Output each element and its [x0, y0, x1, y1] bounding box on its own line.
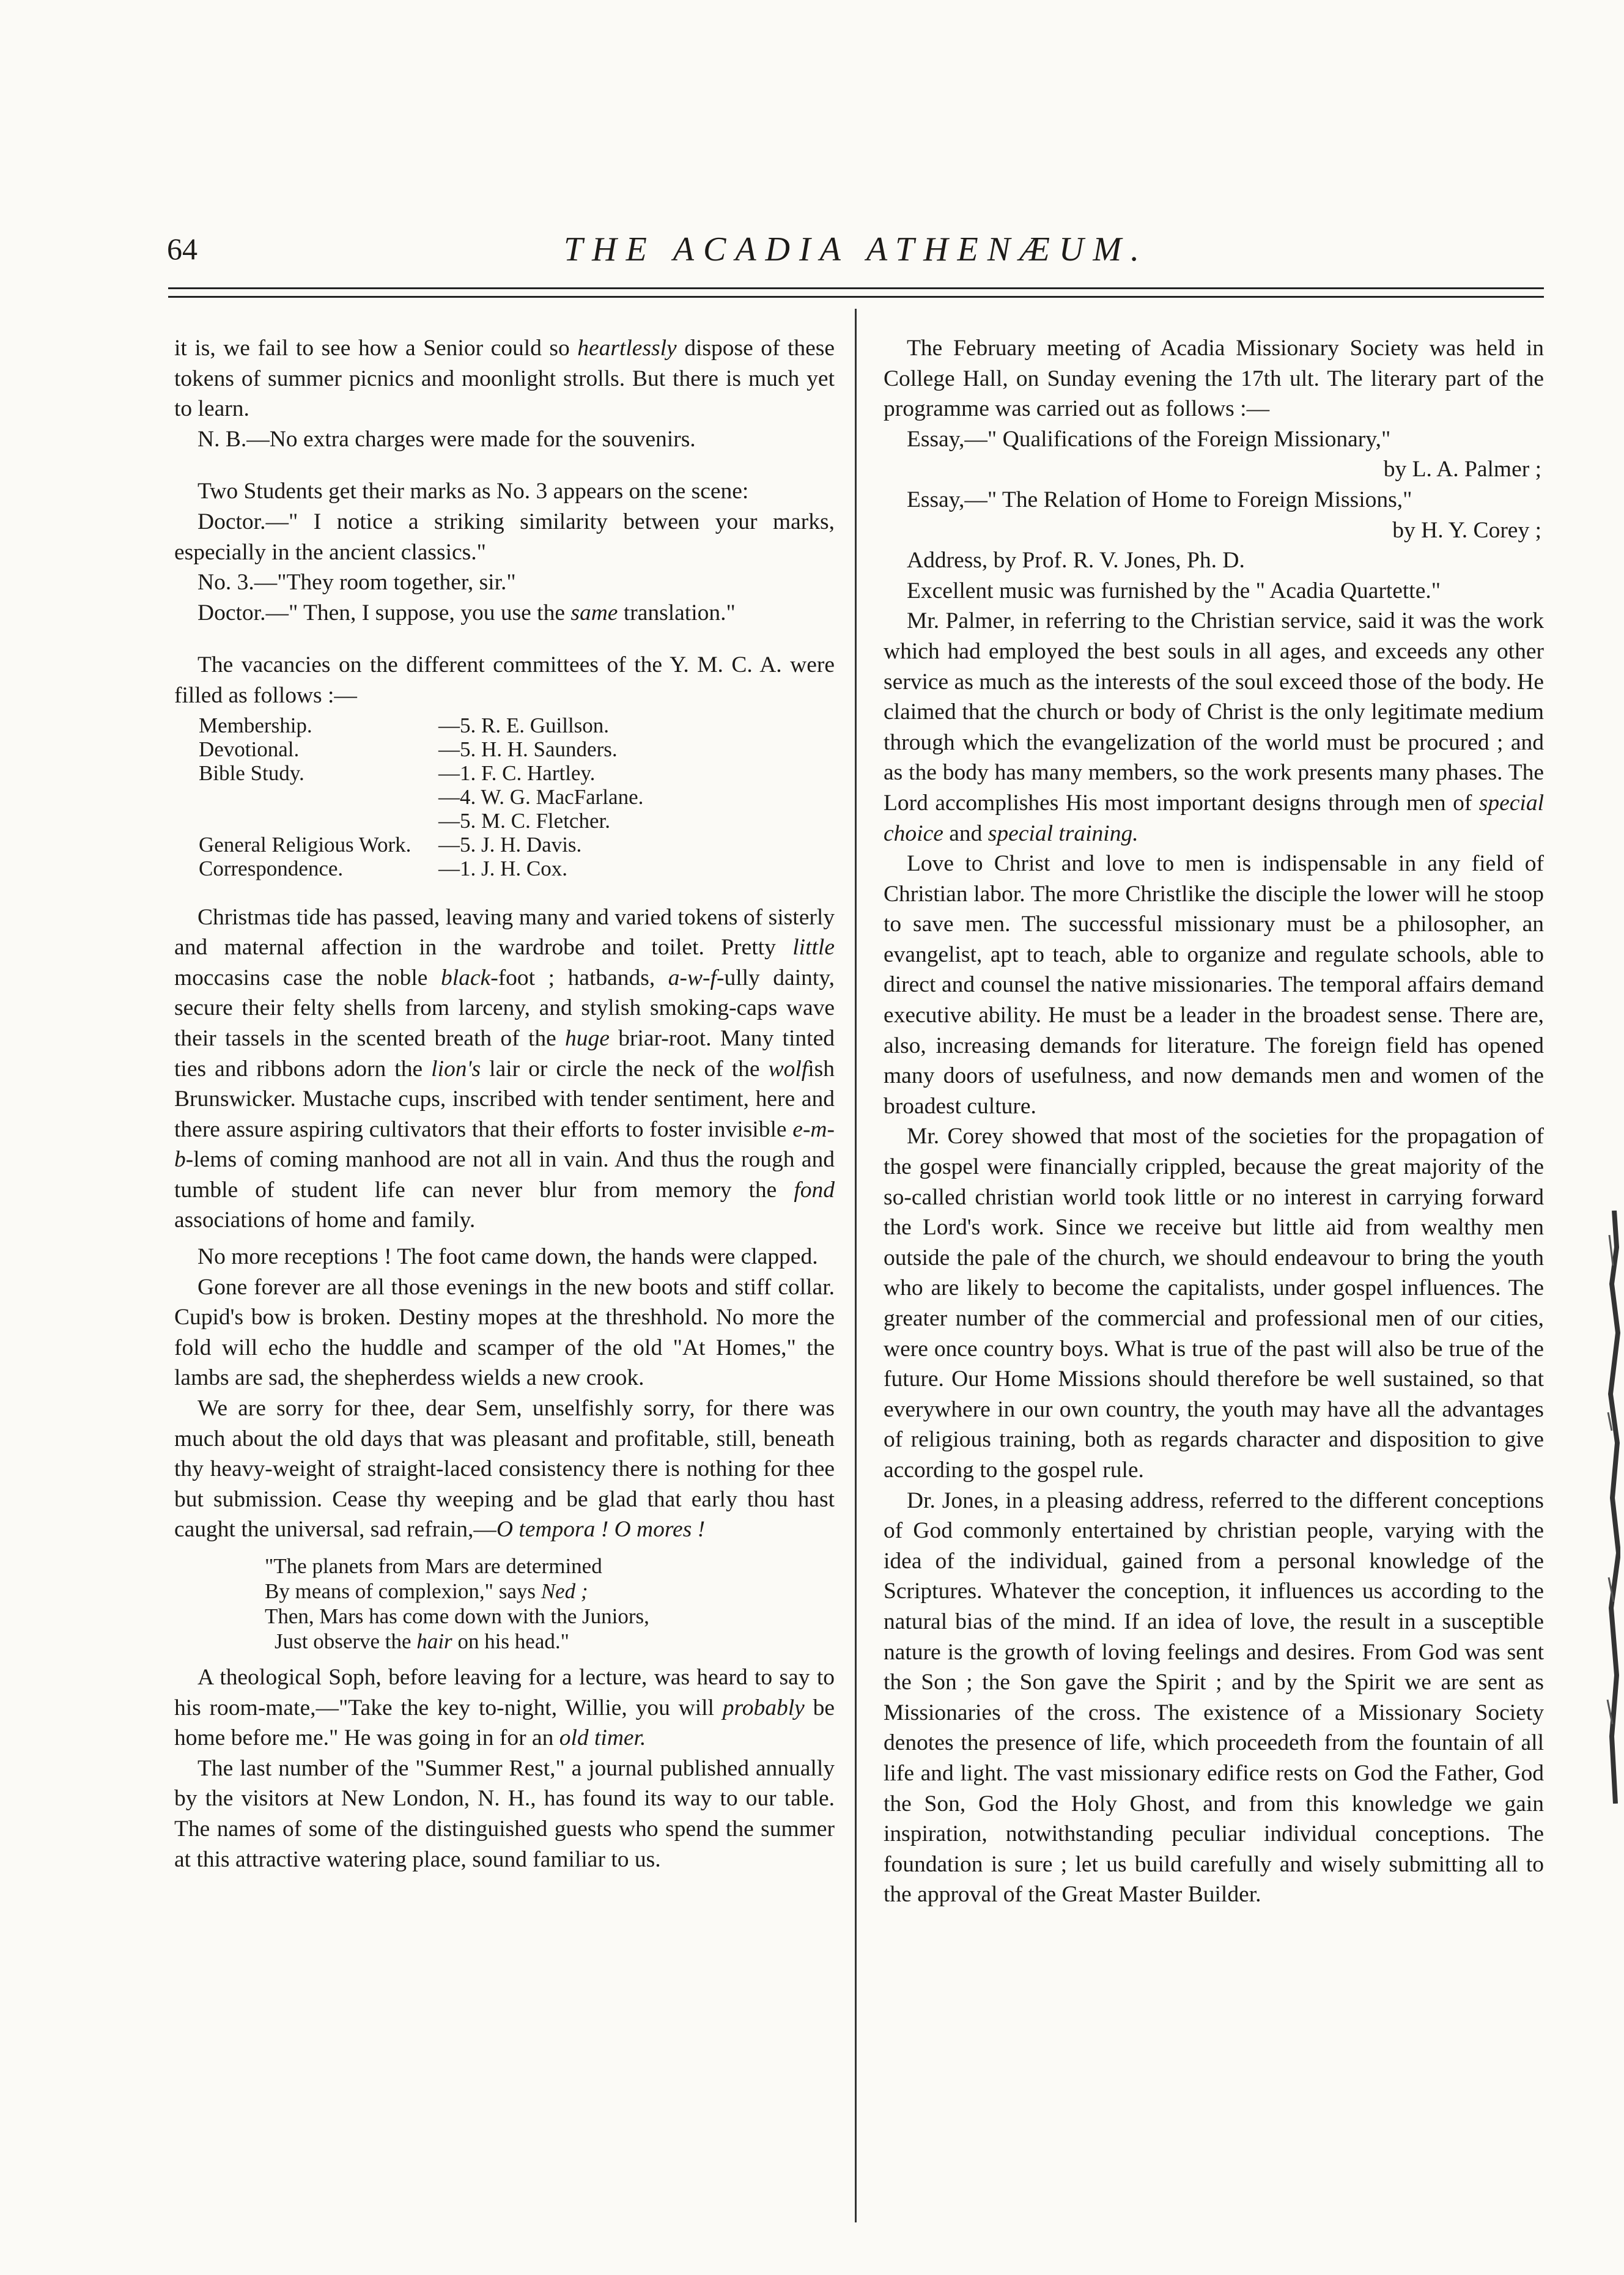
- committee-name: Bible Study.: [199, 761, 304, 785]
- italic-text: wolf: [768, 1056, 808, 1082]
- italic-text: Ned ;: [541, 1579, 588, 1603]
- committee-name: [199, 809, 438, 833]
- committee-row: [199, 785, 643, 809]
- paragraph: The February meeting of Acadia Missionary Society was held in College Hall, on Sunday evening the 17th ult. The literary part of the programme was carried out as follows :—: [884, 336, 1544, 422]
- header-rule-bottom: [168, 296, 1544, 298]
- committee-row: [199, 857, 643, 880]
- italic-text: a-w-f: [668, 965, 717, 990]
- committee-name: [199, 785, 438, 809]
- poem-line: By means of complexion," says Ned ;: [265, 1579, 588, 1603]
- italic-text: fond: [794, 1177, 835, 1203]
- committee-name: Correspondence.: [199, 856, 344, 880]
- paragraph: The last number of the "Summer Rest," a journal published annually by the visitors at New London, N. H., has found its way to our table. The names of some of the distinguished guests who spend the summer at this attractive watering place, sound familiar to us.: [174, 1755, 835, 1872]
- header-rule-top: [168, 287, 1544, 289]
- paragraph: it is, we fail to see how a Senior could so heartlessly dispose of these tokens of summer picnics and moonlight strolls. But there is much yet to learn.: [174, 336, 835, 422]
- committee-row: [199, 761, 643, 785]
- italic-text: heartlessly: [577, 336, 677, 361]
- paragraph: Dr. Jones, in a pleasing address, referred to the different conceptions of God commonly entertained by christian people, varying with the idea of the individual, gained from a personal knowledge of the Scriptures. Whatever the conception, it influences us according to the natural bias of the mind. If an idea of love, the result in a susceptible nature is the growth of loving feelings and desires. From God was sent the Son ; the Son gave the Spirit ; and by the Spirit we are sent as Missionaries of the cross. The existence of a Missionary Society denotes the presence of life, which proceedeth from the fountain of all life and light. The vast missionary edifice rests on God the Father, God the Son, God the Holy Ghost, and from this knowledge we gain inspiration, notwithstanding peculiar individual conceptions. The foundation is sure ; let us build carefully and wisely submitting all to the approval of the Great Master Builder.: [884, 1488, 1544, 1908]
- italic-text: O tempora ! O mores !: [496, 1517, 706, 1543]
- paragraph: Gone forever are all those evenings in the new boots and stiff collar. Cupid's bow is broken. Destiny mopes at the threshhold. No more the fold will echo the huddle and scamper of the old "At Homes," the lambs are sad, the shepherdess wields a new crook.: [174, 1274, 835, 1391]
- committee-list: [199, 713, 643, 880]
- poem-line: "The planets from Mars are determined: [265, 1554, 602, 1578]
- italic-text: hair: [416, 1629, 452, 1653]
- paragraph: Mr. Palmer, in referring to the Christian service, said it was the work which had employed the best souls in all ages, and exceeds any other service as much as the interests of the soul exceed those of the body. He claimed that the church or body of Christ is the only legitimate medium through which the evangelization of the world must be procured ; and as the body has many members, so the work presents many phases. The Lord accomplishes His most important designs through men of special choice and special training.: [884, 608, 1544, 846]
- paragraph: Two Students get their marks as No. 3 appears on the scene:: [197, 479, 749, 504]
- committee-row: [199, 809, 643, 833]
- committee-member: —5. H. H. Saunders.: [438, 737, 618, 761]
- poem: [265, 1554, 835, 1654]
- programme-author: by H. Y. Corey ;: [1392, 517, 1541, 543]
- italic-text: probably: [722, 1695, 805, 1720]
- right-column: [884, 333, 1544, 1910]
- dialogue-line: Doctor.—" I notice a striking similarity between your marks, especially in the ancient classics.": [174, 509, 835, 565]
- committee-member: —4. W. G. MacFarlane.: [438, 784, 644, 809]
- programme-item: Address, by Prof. R. V. Jones, Ph. D.: [907, 548, 1245, 573]
- poem-line: Then, Mars has come down with the Juniors,: [265, 1604, 649, 1628]
- committee-member: —5. R. E. Guillson.: [438, 713, 610, 737]
- italic-text: black: [440, 965, 491, 990]
- committee-member: —5. J. H. Davis.: [438, 832, 582, 857]
- page-number: 64: [167, 232, 197, 266]
- italic-text: little: [792, 935, 835, 961]
- poem-line: Just observe the hair on his head.": [275, 1629, 569, 1653]
- programme-author: by L. A. Palmer ;: [1383, 457, 1541, 482]
- italic-text: same: [570, 600, 618, 625]
- dialogue-line: No. 3.—"They room together, sir.": [197, 570, 516, 595]
- committee-name: Membership.: [199, 713, 312, 737]
- committee-member: —5. M. C. Fletcher.: [438, 808, 610, 833]
- paragraph: Love to Christ and love to men is indispensable in any field of Christian labor. The more Christlike the disciple the lower will he stoop to save men. The successful missionary must be a philosopher, an evangelist, apt to teach, able to organize and regulate schools, able to direct and counsel the native missionaries. The temporal affairs demand executive ability. He must be a leader in the broadest sense. There are, also, increasing demands for literature. The foreign field has opened many doors of usefulness, and now demands men and women of the broadest culture.: [884, 851, 1544, 1119]
- committee-member: —1. J. H. Cox.: [438, 856, 567, 880]
- paragraph: We are sorry for thee, dear Sem, unselfishly sorry, for there was much about the old days that was pleasant and profitable, still, beneath thy heavy-weight of straight-laced consistency there is nothing for thee but submission. Cease thy weeping and be glad that early thou hast caught the universal, sad refrain,—O tempora ! O mores !: [174, 1396, 835, 1543]
- programme-item: Essay,—" Qualifications of the Foreign Missionary,": [907, 426, 1391, 452]
- paragraph: No more receptions ! The foot came down, the hands were clapped.: [197, 1244, 818, 1270]
- column-divider: [855, 309, 857, 2222]
- committee-row: [199, 713, 643, 737]
- committee-row: [199, 737, 643, 761]
- italic-text: special training.: [987, 820, 1139, 846]
- programme-item: Essay,—" The Relation of Home to Foreign Missions,": [907, 487, 1412, 512]
- paragraph: N. B.—No extra charges were made for the souvenirs.: [197, 426, 696, 452]
- committee-name: General Religious Work.: [199, 832, 412, 857]
- italic-text: e-m-b: [174, 1116, 835, 1173]
- journal-title: THE ACADIA ATHENÆUM.: [564, 230, 1148, 268]
- italic-text: old timer.: [559, 1725, 646, 1751]
- paragraph: The vacancies on the different committees of the Y. M. C. A. were filled as follows :—: [174, 652, 835, 708]
- left-column: [174, 333, 835, 1875]
- paragraph: Mr. Corey showed that most of the societies for the propagation of the gospel were financially crippled, because the great majority of the so-called christian world took little or no interest in carrying forward the Lord's work. Since we receive but little aid from wealthy men outside the pale of the church, we should endeavour to bring the youth who are likely to become the capitalists, under gospel influences. The greater number of the commercial and professional men of our cities, were once country boys. What is true of the past will also be true of the future. Our Home Missions should therefore be well sustained, so that everywhere in our own country, the youth may have all the advantages of religious training, both as regards character and disposition to give according to the gospel rule.: [884, 1124, 1544, 1483]
- committee-name: Devotional.: [199, 737, 300, 761]
- paragraph: Christmas tide has passed, leaving many and varied tokens of sisterly and maternal affection in the wardrobe and toilet. Pretty little moccasins case the noble black-foot ; hatbands, a-w-f-ully dainty, secure their felty shells from larceny, and stylish smoking-caps wave their tassels in the scented breath of the huge briar-root. Many tinted ties and ribbons adorn the lion's lair or circle the neck of the wolfish Brunswicker. Mustache cups, inscribed with tender sentiment, here and there assure aspiring cultivators that their efforts to foster invisible e-m-b-lems of coming manhood are not all in vain. And thus the rough and tumble of student life can never blur from memory the fond associations of home and family.: [174, 904, 835, 1233]
- paragraph: A theological Soph, before leaving for a lecture, was heard to say to his room-mate,—"Take the key to-night, Willie, you will probably be home before me." He was going in for an old timer.: [174, 1665, 835, 1751]
- torn-edge-artifact: [1606, 1211, 1620, 1804]
- italic-text: special choice: [884, 790, 1544, 846]
- committee-row: [199, 833, 643, 857]
- committee-member: —1. F. C. Hartley.: [438, 761, 596, 785]
- running-header: [162, 226, 1550, 275]
- dialogue-line: Doctor.—" Then, I suppose, you use the same translation.": [197, 600, 736, 625]
- italic-text: lion's: [431, 1056, 481, 1082]
- italic-text: huge: [565, 1025, 610, 1051]
- paragraph: Excellent music was furnished by the " Acadia Quartette.": [907, 578, 1441, 603]
